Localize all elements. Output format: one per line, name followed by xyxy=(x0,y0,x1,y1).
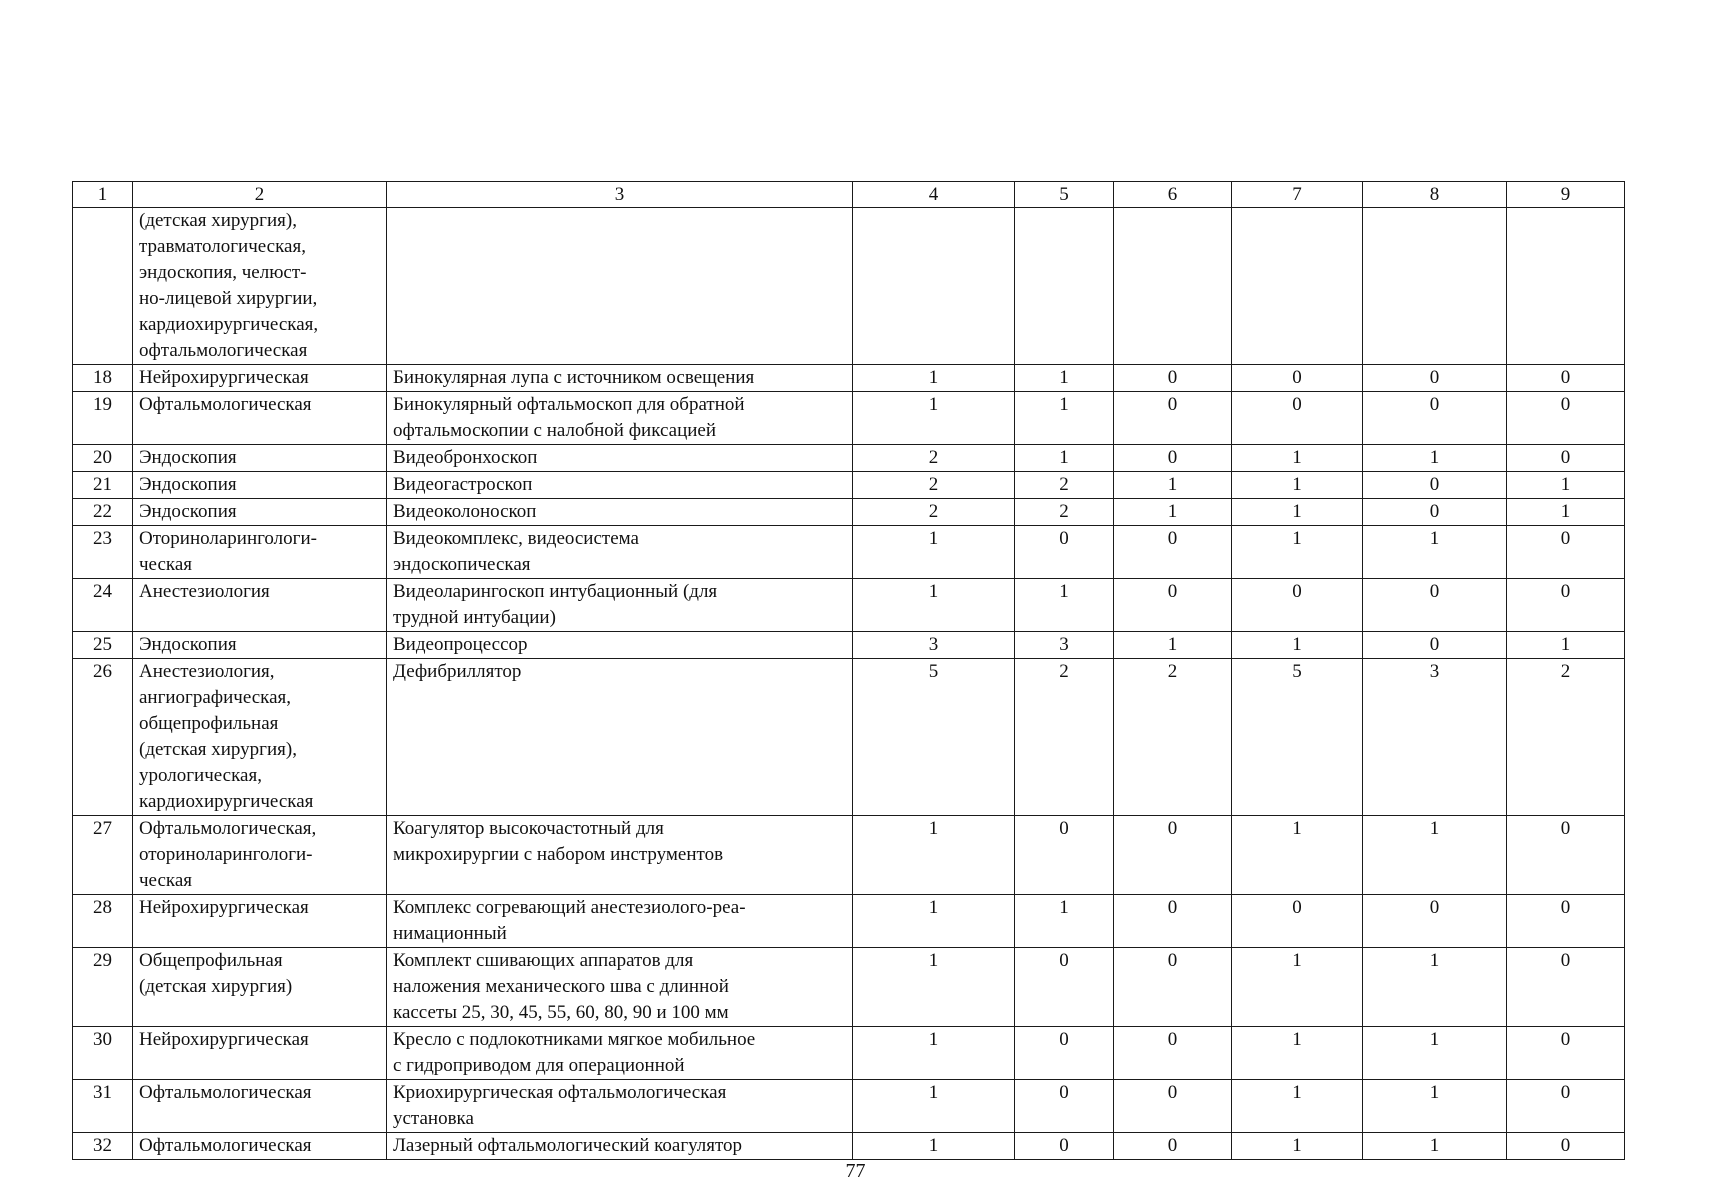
equipment-line: кассеты 25, 30, 45, 55, 60, 80, 90 и 100 мм xyxy=(393,1002,729,1023)
column-number: 8 xyxy=(1363,182,1507,208)
equipment-cell xyxy=(387,392,853,445)
quantity-cell: 0 xyxy=(1015,816,1114,895)
quantity-cell: 0 xyxy=(1015,948,1114,1027)
quantity-cell: 1 xyxy=(853,392,1015,445)
quantity-cell: 1 xyxy=(1507,632,1625,659)
quantity-cell: 0 xyxy=(1363,499,1507,526)
equipment-line: Кресло с подлокотниками мягкое мобильное xyxy=(393,1029,756,1050)
quantity-cell: 2 xyxy=(1015,472,1114,499)
quantity-cell: 0 xyxy=(1114,579,1232,632)
equipment-cell xyxy=(387,365,853,392)
quantity-cell xyxy=(853,208,1015,365)
quantity-cell: 1 xyxy=(1363,816,1507,895)
department-cell xyxy=(133,526,387,579)
equipment-cell xyxy=(387,1080,853,1133)
column-number: 1 xyxy=(73,182,133,208)
quantity-cell: 1 xyxy=(1232,445,1363,472)
department-line: Нейрохирургическая xyxy=(139,1029,309,1050)
equipment-line: офтальмоскопии с налобной фиксацией xyxy=(393,420,716,441)
quantity-cell: 0 xyxy=(1114,1027,1232,1080)
quantity-cell: 0 xyxy=(1114,526,1232,579)
equipment-line: с гидроприводом для операционной xyxy=(393,1055,685,1076)
department-cell xyxy=(133,816,387,895)
table-row xyxy=(73,632,1625,659)
table-row xyxy=(73,472,1625,499)
row-number-cell: 23 xyxy=(73,526,133,579)
equipment-line: микрохирургии с набором инструментов xyxy=(393,844,724,865)
department-cell xyxy=(133,472,387,499)
quantity-cell: 0 xyxy=(1114,365,1232,392)
equipment-line: Видеопроцессор xyxy=(393,634,528,655)
quantity-cell: 0 xyxy=(1363,472,1507,499)
table-row xyxy=(73,445,1625,472)
quantity-cell: 1 xyxy=(1232,948,1363,1027)
quantity-cell: 0 xyxy=(1114,1133,1232,1160)
department-line: (детская хирургия), xyxy=(139,739,297,760)
equipment-cell xyxy=(387,579,853,632)
table-row xyxy=(73,365,1625,392)
quantity-cell: 1 xyxy=(1232,632,1363,659)
quantity-cell xyxy=(1015,208,1114,365)
row-number-cell: 18 xyxy=(73,365,133,392)
department-cell xyxy=(133,659,387,816)
row-number-cell: 26 xyxy=(73,659,133,816)
department-line: Офтальмологическая xyxy=(139,394,312,415)
column-number: 6 xyxy=(1114,182,1232,208)
department-line: Эндоскопия xyxy=(139,634,237,655)
quantity-cell: 1 xyxy=(1363,1080,1507,1133)
department-cell xyxy=(133,365,387,392)
row-number-cell: 22 xyxy=(73,499,133,526)
department-line: эндоскопия, челюст- xyxy=(139,262,307,283)
equipment-cell xyxy=(387,948,853,1027)
quantity-cell xyxy=(1507,208,1625,365)
quantity-cell: 0 xyxy=(1507,526,1625,579)
table-row xyxy=(73,659,1625,816)
quantity-cell: 0 xyxy=(1114,1080,1232,1133)
quantity-cell: 0 xyxy=(1114,445,1232,472)
equipment-line: трудной интубации) xyxy=(393,607,556,628)
quantity-cell: 2 xyxy=(853,499,1015,526)
department-line: офтальмологическая xyxy=(139,340,308,361)
department-cell xyxy=(133,579,387,632)
equipment-line: Криохирургическая офтальмологическая xyxy=(393,1082,727,1103)
department-line: Нейрохирургическая xyxy=(139,897,309,918)
quantity-cell: 3 xyxy=(853,632,1015,659)
quantity-cell: 1 xyxy=(1015,579,1114,632)
row-number-cell: 24 xyxy=(73,579,133,632)
department-line: Эндоскопия xyxy=(139,501,237,522)
equipment-cell xyxy=(387,816,853,895)
quantity-cell: 1 xyxy=(1232,499,1363,526)
quantity-cell: 2 xyxy=(1015,659,1114,816)
quantity-cell: 3 xyxy=(1015,632,1114,659)
department-line: кардиохирургическая xyxy=(139,791,314,812)
equipment-line: Коагулятор высокочастотный для xyxy=(393,818,664,839)
quantity-cell: 0 xyxy=(1114,392,1232,445)
quantity-cell: 0 xyxy=(1507,445,1625,472)
quantity-cell: 0 xyxy=(1015,1027,1114,1080)
page-number: 77 xyxy=(845,1160,866,1182)
equipment-line: Дефибриллятор xyxy=(393,661,522,682)
department-cell xyxy=(133,445,387,472)
quantity-cell: 0 xyxy=(1507,579,1625,632)
column-number: 7 xyxy=(1232,182,1363,208)
quantity-cell: 1 xyxy=(1232,526,1363,579)
department-line: ческая xyxy=(139,870,193,891)
table-row xyxy=(73,1080,1625,1133)
quantity-cell: 1 xyxy=(1015,895,1114,948)
quantity-cell: 5 xyxy=(853,659,1015,816)
equipment-line: установка xyxy=(393,1108,474,1129)
quantity-cell: 0 xyxy=(1507,895,1625,948)
equipment-line: эндоскопическая xyxy=(393,554,531,575)
quantity-cell: 1 xyxy=(853,948,1015,1027)
quantity-cell: 0 xyxy=(1363,579,1507,632)
equipment-cell xyxy=(387,632,853,659)
department-line: Офтальмологическая xyxy=(139,1082,312,1103)
quantity-cell: 1 xyxy=(853,895,1015,948)
department-line: Офтальмологическая xyxy=(139,1135,312,1156)
department-line: Общепрофильная xyxy=(139,950,283,971)
quantity-cell: 1 xyxy=(1114,632,1232,659)
equipment-line: наложения механического шва с длинной xyxy=(393,976,729,997)
quantity-cell: 1 xyxy=(1232,1027,1363,1080)
quantity-cell xyxy=(1114,208,1232,365)
quantity-cell: 1 xyxy=(1363,948,1507,1027)
quantity-cell: 0 xyxy=(1507,365,1625,392)
equipment-line: Видеобронхоскоп xyxy=(393,447,538,468)
equipment-cell xyxy=(387,472,853,499)
table-row xyxy=(73,1133,1625,1160)
row-number-cell: 32 xyxy=(73,1133,133,1160)
row-number-cell: 27 xyxy=(73,816,133,895)
equipment-line: Видеокомплекс, видеосистема xyxy=(393,528,639,549)
quantity-cell: 1 xyxy=(853,526,1015,579)
department-line: Эндоскопия xyxy=(139,474,237,495)
equipment-cell xyxy=(387,445,853,472)
quantity-cell: 0 xyxy=(1232,579,1363,632)
quantity-cell: 1 xyxy=(1232,1080,1363,1133)
department-line: ческая xyxy=(139,554,193,575)
quantity-cell: 1 xyxy=(1015,392,1114,445)
quantity-cell: 1 xyxy=(1363,445,1507,472)
quantity-cell: 1 xyxy=(1114,472,1232,499)
department-line: общепрофильная xyxy=(139,713,279,734)
row-number-cell: 31 xyxy=(73,1080,133,1133)
department-line: травматологическая, xyxy=(139,236,306,257)
department-line: но-лицевой хирургии, xyxy=(139,288,318,309)
quantity-cell: 1 xyxy=(853,579,1015,632)
quantity-cell: 0 xyxy=(1015,1133,1114,1160)
column-number: 5 xyxy=(1015,182,1114,208)
department-cell xyxy=(133,1133,387,1160)
row-number-cell: 30 xyxy=(73,1027,133,1080)
row-number-cell: 20 xyxy=(73,445,133,472)
quantity-cell: 1 xyxy=(853,1133,1015,1160)
table-row xyxy=(73,1027,1625,1080)
quantity-cell: 1 xyxy=(1232,816,1363,895)
department-cell xyxy=(133,499,387,526)
quantity-cell: 2 xyxy=(853,445,1015,472)
table-row xyxy=(73,526,1625,579)
department-line: Эндоскопия xyxy=(139,447,237,468)
quantity-cell: 1 xyxy=(1507,499,1625,526)
row-number-cell xyxy=(73,208,133,365)
equipment-cell xyxy=(387,208,853,365)
quantity-cell: 1 xyxy=(853,365,1015,392)
row-number-cell: 19 xyxy=(73,392,133,445)
department-cell xyxy=(133,1080,387,1133)
table-row xyxy=(73,895,1625,948)
quantity-cell: 0 xyxy=(1114,816,1232,895)
quantity-cell: 2 xyxy=(853,472,1015,499)
table-body xyxy=(73,182,1625,1160)
quantity-cell: 1 xyxy=(1363,1027,1507,1080)
department-cell xyxy=(133,895,387,948)
quantity-cell: 1 xyxy=(1232,1133,1363,1160)
table-row xyxy=(73,208,1625,365)
quantity-cell xyxy=(1232,208,1363,365)
equipment-cell xyxy=(387,526,853,579)
table-row xyxy=(73,499,1625,526)
equipment-line: Комплект сшивающих аппаратов для xyxy=(393,950,694,971)
quantity-cell: 0 xyxy=(1232,392,1363,445)
equipment-line: Лазерный офтальмологический коагулятор xyxy=(393,1135,743,1156)
quantity-cell: 1 xyxy=(1507,472,1625,499)
quantity-cell: 2 xyxy=(1015,499,1114,526)
quantity-cell: 0 xyxy=(1507,392,1625,445)
quantity-cell: 0 xyxy=(1363,895,1507,948)
department-line: оториноларингологи- xyxy=(139,844,313,865)
quantity-cell: 0 xyxy=(1015,526,1114,579)
column-number-row xyxy=(73,182,1625,208)
department-line: Анестезиология, xyxy=(139,661,275,682)
row-number-cell: 28 xyxy=(73,895,133,948)
equipment-line: нимационный xyxy=(393,923,507,944)
quantity-cell: 1 xyxy=(1363,526,1507,579)
department-cell xyxy=(133,632,387,659)
quantity-cell: 0 xyxy=(1507,1133,1625,1160)
quantity-cell: 3 xyxy=(1363,659,1507,816)
equipment-line: Видеоларингоскоп интубационный (для xyxy=(393,581,718,602)
quantity-cell: 1 xyxy=(853,816,1015,895)
quantity-cell: 0 xyxy=(1232,895,1363,948)
department-cell xyxy=(133,392,387,445)
department-cell xyxy=(133,1027,387,1080)
column-number: 4 xyxy=(853,182,1015,208)
quantity-cell xyxy=(1363,208,1507,365)
department-cell xyxy=(133,208,387,365)
column-number: 2 xyxy=(133,182,387,208)
row-number-cell: 21 xyxy=(73,472,133,499)
equipment-cell xyxy=(387,499,853,526)
quantity-cell: 1 xyxy=(1015,445,1114,472)
quantity-cell: 0 xyxy=(1015,1080,1114,1133)
row-number-cell: 25 xyxy=(73,632,133,659)
department-line: урологическая, xyxy=(139,765,262,786)
quantity-cell: 1 xyxy=(1114,499,1232,526)
department-line: ангиографическая, xyxy=(139,687,292,708)
equipment-line: Видеоколоноскоп xyxy=(393,501,537,522)
quantity-cell: 1 xyxy=(1363,1133,1507,1160)
department-line: (детская хирургия), xyxy=(139,210,297,231)
department-line: Оториноларингологи- xyxy=(139,528,317,549)
equipment-cell xyxy=(387,659,853,816)
quantity-cell: 1 xyxy=(1232,472,1363,499)
quantity-cell: 0 xyxy=(1507,1080,1625,1133)
row-number-cell: 29 xyxy=(73,948,133,1027)
quantity-cell: 0 xyxy=(1363,392,1507,445)
quantity-cell: 0 xyxy=(1507,1027,1625,1080)
quantity-cell: 0 xyxy=(1114,948,1232,1027)
column-number: 3 xyxy=(387,182,853,208)
quantity-cell: 2 xyxy=(1114,659,1232,816)
department-line: Офтальмологическая, xyxy=(139,818,317,839)
quantity-cell: 1 xyxy=(1015,365,1114,392)
department-line: Нейрохирургическая xyxy=(139,367,309,388)
equipment-table xyxy=(72,181,1625,1160)
quantity-cell: 5 xyxy=(1232,659,1363,816)
quantity-cell: 0 xyxy=(1363,365,1507,392)
department-line: (детская хирургия) xyxy=(139,976,293,997)
equipment-line: Комплекс согревающий анестезиолого-реа- xyxy=(393,897,746,918)
quantity-cell: 1 xyxy=(853,1027,1015,1080)
quantity-cell: 0 xyxy=(1114,895,1232,948)
quantity-cell: 0 xyxy=(1507,948,1625,1027)
department-line: кардиохирургическая, xyxy=(139,314,319,335)
quantity-cell: 0 xyxy=(1363,632,1507,659)
equipment-cell xyxy=(387,1027,853,1080)
equipment-line: Бинокулярная лупа с источником освещения xyxy=(393,367,755,388)
equipment-line: Бинокулярный офтальмоскоп для обратной xyxy=(393,394,745,415)
table-row xyxy=(73,816,1625,895)
department-cell xyxy=(133,948,387,1027)
column-number: 9 xyxy=(1507,182,1625,208)
equipment-line: Видеогастроскоп xyxy=(393,474,533,495)
table-row xyxy=(73,948,1625,1027)
table-row xyxy=(73,392,1625,445)
quantity-cell: 2 xyxy=(1507,659,1625,816)
quantity-cell: 0 xyxy=(1507,816,1625,895)
table-row xyxy=(73,579,1625,632)
quantity-cell: 0 xyxy=(1232,365,1363,392)
department-line: Анестезиология xyxy=(139,581,270,602)
equipment-cell xyxy=(387,1133,853,1160)
equipment-cell xyxy=(387,895,853,948)
quantity-cell: 1 xyxy=(853,1080,1015,1133)
